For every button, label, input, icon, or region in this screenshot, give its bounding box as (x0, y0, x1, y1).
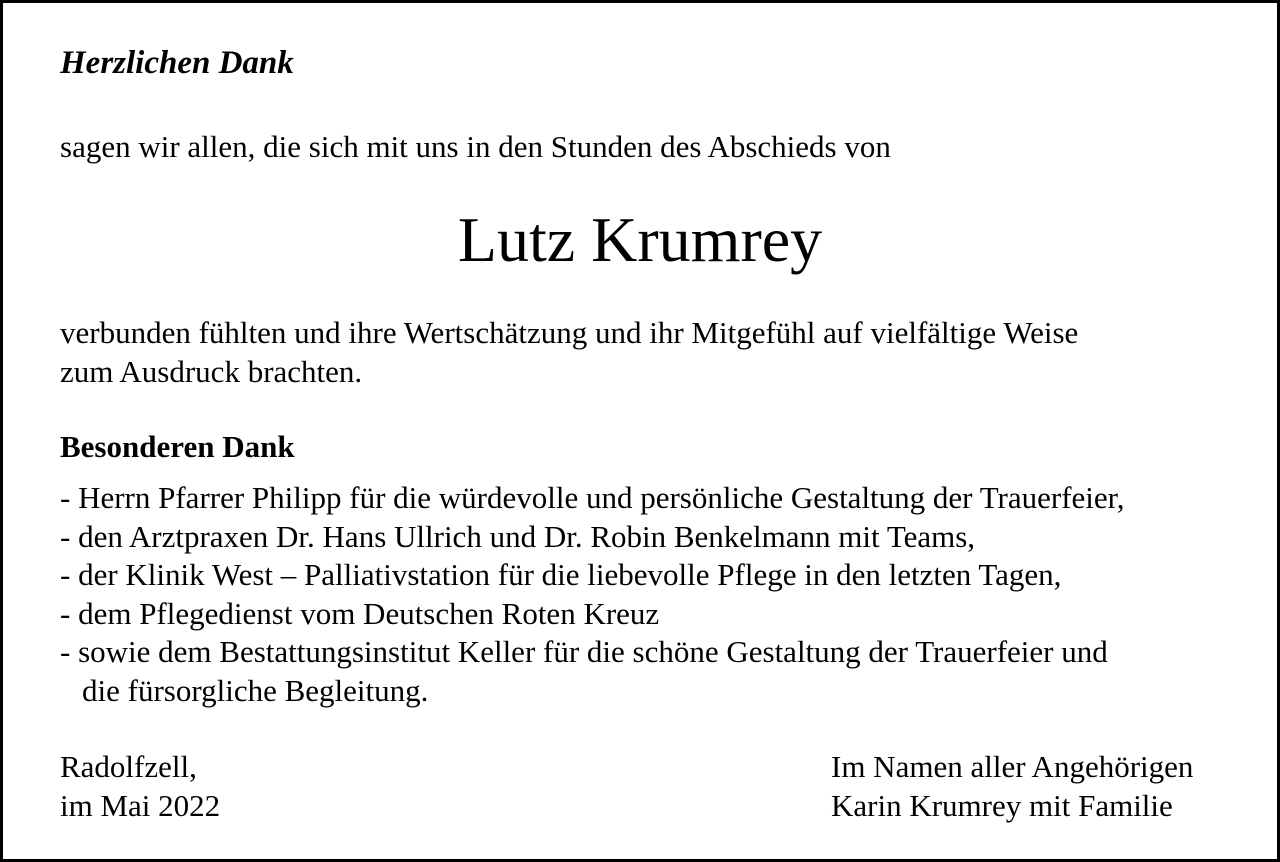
place-text: Radolfzell, (60, 749, 197, 784)
signature-line-2: Karin Krumrey mit Familie (831, 788, 1173, 823)
deceased-name: Lutz Krumrey (457, 204, 823, 275)
intro-text: sagen wir allen, die sich mit uns in den Stunden des Abschieds von (60, 129, 891, 164)
list-item: - der Klinik West – Palliativstation für die liebevolle Pflege in den letzten Tagen, (60, 557, 1062, 592)
date-text: im Mai 2022 (60, 788, 221, 823)
list-item: - den Arztpraxen Dr. Hans Ullrich und Dr. Robin Benkelmann mit Teams, (60, 518, 976, 554)
list-item: die fürsorgliche Begleitung. (82, 672, 429, 708)
list-item: - dem Pflegedienst vom Deutschen Roten Kreuz (60, 595, 660, 631)
special-thanks-heading: Besonderen Dank (60, 429, 295, 464)
list-item: - sowie dem Bestattungsinstitut Keller für die schöne Gestaltung der Trauerfeier und (60, 634, 1108, 669)
signature-line-1: Im Namen aller Angehörigen (831, 749, 1194, 784)
body-text-line-2: zum Ausdruck brachten. (60, 354, 363, 389)
thanks-list (60, 479, 1125, 710)
notice-heading: Herzlichen Dank (60, 45, 294, 81)
list-item: - Herrn Pfarrer Philipp für die würdevolle und persönliche Gestaltung der Trauerfeier, (60, 480, 1125, 515)
body-text-line-1: verbunden fühlten und ihre Wertschätzung und ihr Mitgefühl auf vielfältige Weise (60, 315, 1079, 350)
